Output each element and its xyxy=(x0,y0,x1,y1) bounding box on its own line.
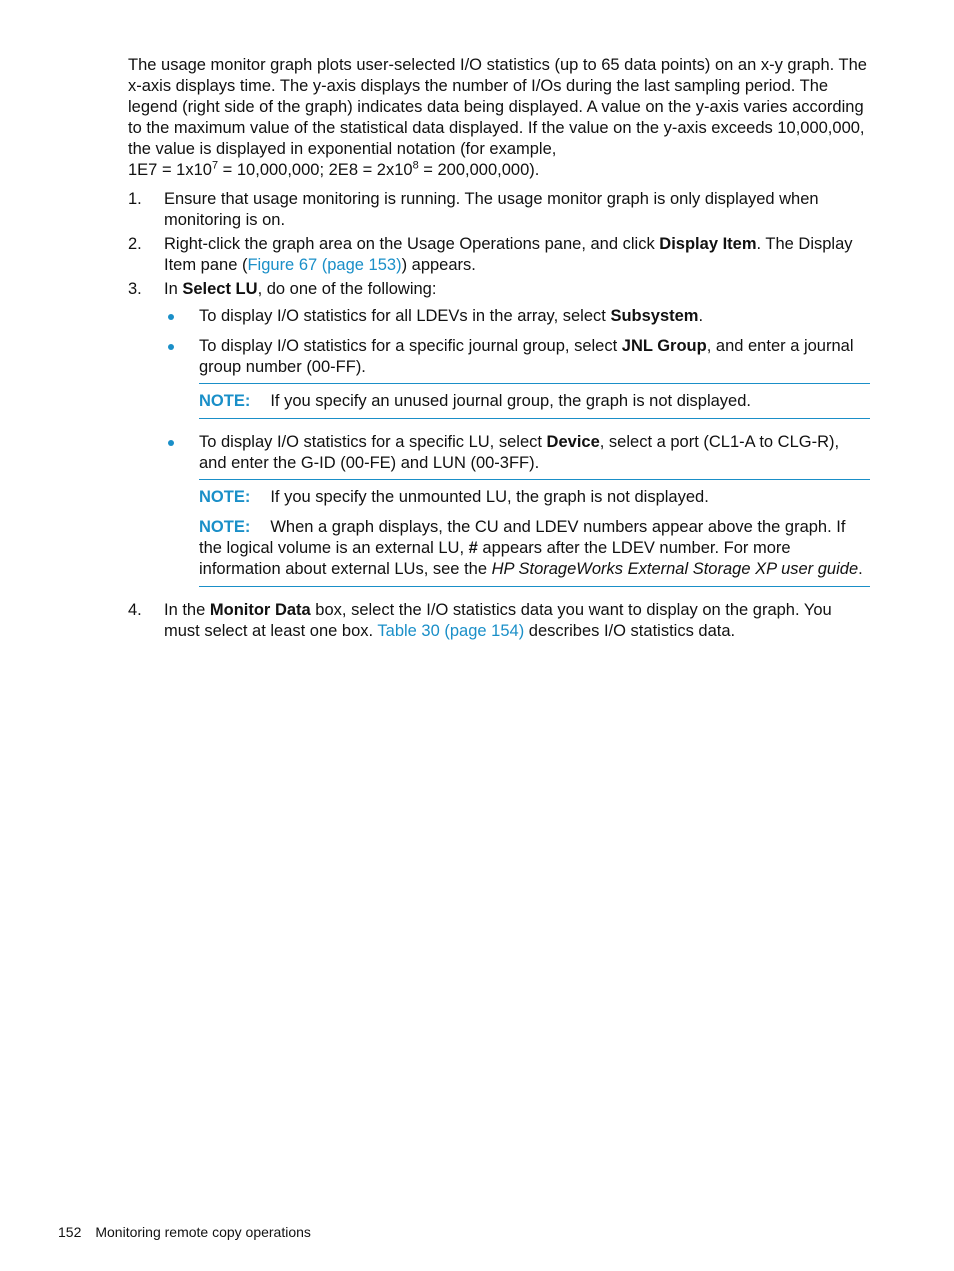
step-text-segment: Right-click the graph area on the Usage Operations pane, and click xyxy=(164,235,660,253)
guide-title: HP StorageWorks External Storage XP user guide xyxy=(491,560,859,578)
intro-paragraph xyxy=(128,55,870,181)
page-footer xyxy=(58,1222,311,1242)
select-lu-options xyxy=(164,306,870,587)
ui-term-device: Device xyxy=(546,433,600,451)
step-number: 2. xyxy=(128,235,142,253)
table-30-link[interactable]: Table 30 (page 154) xyxy=(377,622,525,640)
note-text: When a graph displays, the CU and LDEV numbers appear above the graph. If the logical volume is an external LU, xyxy=(199,518,846,557)
intro-example-a-superscript: 7 xyxy=(211,159,219,172)
step-1 xyxy=(128,189,870,231)
intro-example-b-superscript: 8 xyxy=(412,159,419,172)
note-text: If you specify the unmounted LU, the graph is not displayed. xyxy=(270,488,709,506)
bullet-device xyxy=(164,432,870,474)
step-text-segment: box, select the I/O statistics data you want to display on the graph. You must select at least one box. xyxy=(164,601,832,640)
note xyxy=(199,517,870,580)
note xyxy=(199,391,870,412)
note-text: . xyxy=(858,560,863,578)
bullet-text-segment: To display I/O statistics for a specific LU, select xyxy=(199,433,547,451)
intro-example-a: 1E7 = 1x10 xyxy=(128,161,212,179)
note-label: NOTE: xyxy=(199,488,251,506)
step-4 xyxy=(128,600,870,642)
note-text: appears after the LDEV number. For more information about external LUs, see the xyxy=(199,539,791,578)
bullet-text xyxy=(199,432,870,474)
hash-symbol: # xyxy=(468,539,478,557)
bullet-dot-icon xyxy=(168,314,174,320)
bullet-text xyxy=(199,336,870,378)
note-label: NOTE: xyxy=(199,392,251,410)
note-text: If you specify an unused journal group, the graph is not displayed. xyxy=(270,392,751,410)
note-box-device xyxy=(199,479,870,587)
ui-term-select-lu: Select LU xyxy=(182,280,258,298)
bullet-text-segment: . xyxy=(698,307,704,325)
bullet-dot-icon xyxy=(168,440,174,446)
bullet-text-segment: To display I/O statistics for a specific journal group, select xyxy=(199,337,622,355)
step-2 xyxy=(128,234,870,276)
step-text-segment: , do one of the following: xyxy=(257,280,437,298)
step-text xyxy=(164,600,870,642)
ui-term-jnl-group: JNL Group xyxy=(621,337,707,355)
intro-example-b: = 10,000,000; 2E8 = 2x10 xyxy=(218,161,413,179)
ui-term-monitor-data: Monitor Data xyxy=(209,601,311,619)
step-text-segment: In xyxy=(164,280,183,298)
step-text-segment: describes I/O statistics data. xyxy=(524,622,736,640)
step-text-segment: ) appears. xyxy=(401,256,476,274)
figure-67-link[interactable]: Figure 67 (page 153) xyxy=(247,256,402,274)
step-number: 4. xyxy=(128,601,142,619)
intro-example-c: = 200,000,000). xyxy=(418,161,540,179)
page-content xyxy=(128,55,870,645)
footer-section-title: Monitoring remote copy operations xyxy=(95,1224,311,1240)
bullet-text xyxy=(199,306,870,327)
step-number: 3. xyxy=(128,280,142,298)
bullet-text-segment: , and enter a journal group number (00-FF). xyxy=(199,337,854,376)
bullet-jnl-group xyxy=(164,336,870,378)
bullet-text-segment: , select a port (CL1-A to CLG-R), and enter the G-ID (00-FE) and LUN (00-3FF). xyxy=(199,433,840,472)
page-number: 152 xyxy=(58,1224,82,1240)
step-text-segment: In the xyxy=(164,601,210,619)
step-text xyxy=(164,234,870,276)
intro-text: The usage monitor graph plots user-selected I/O statistics (up to 65 data points) on an x-y graph. The x-axis displays time. The y-axis displays the number of I/Os during the last sampling period. The legend (right side of the graph) indicates data being displayed. A value on the y-axis varies according to the maximum value of the statistical data displayed. If the value on the y-axis exceeds 10,000,000, the value is displayed in exponential notation (for example, xyxy=(128,56,867,158)
note-label: NOTE: xyxy=(199,518,251,536)
bullet-text-segment: To display I/O statistics for all LDEVs in the array, select xyxy=(199,307,611,325)
step-text-segment: . The Display Item pane ( xyxy=(164,235,853,274)
step-text xyxy=(164,279,870,300)
step-3 xyxy=(128,279,870,587)
bullet-dot-icon xyxy=(168,344,174,350)
note-box-jnl-group xyxy=(199,383,870,419)
step-number: 1. xyxy=(128,190,142,208)
bullet-subsystem xyxy=(164,306,870,327)
note xyxy=(199,487,870,508)
ui-term-subsystem: Subsystem xyxy=(610,307,699,325)
ui-term-display-item: Display Item xyxy=(659,235,757,253)
step-text: Ensure that usage monitoring is running. The usage monitor graph is only displayed when monitoring is on. xyxy=(164,190,819,229)
